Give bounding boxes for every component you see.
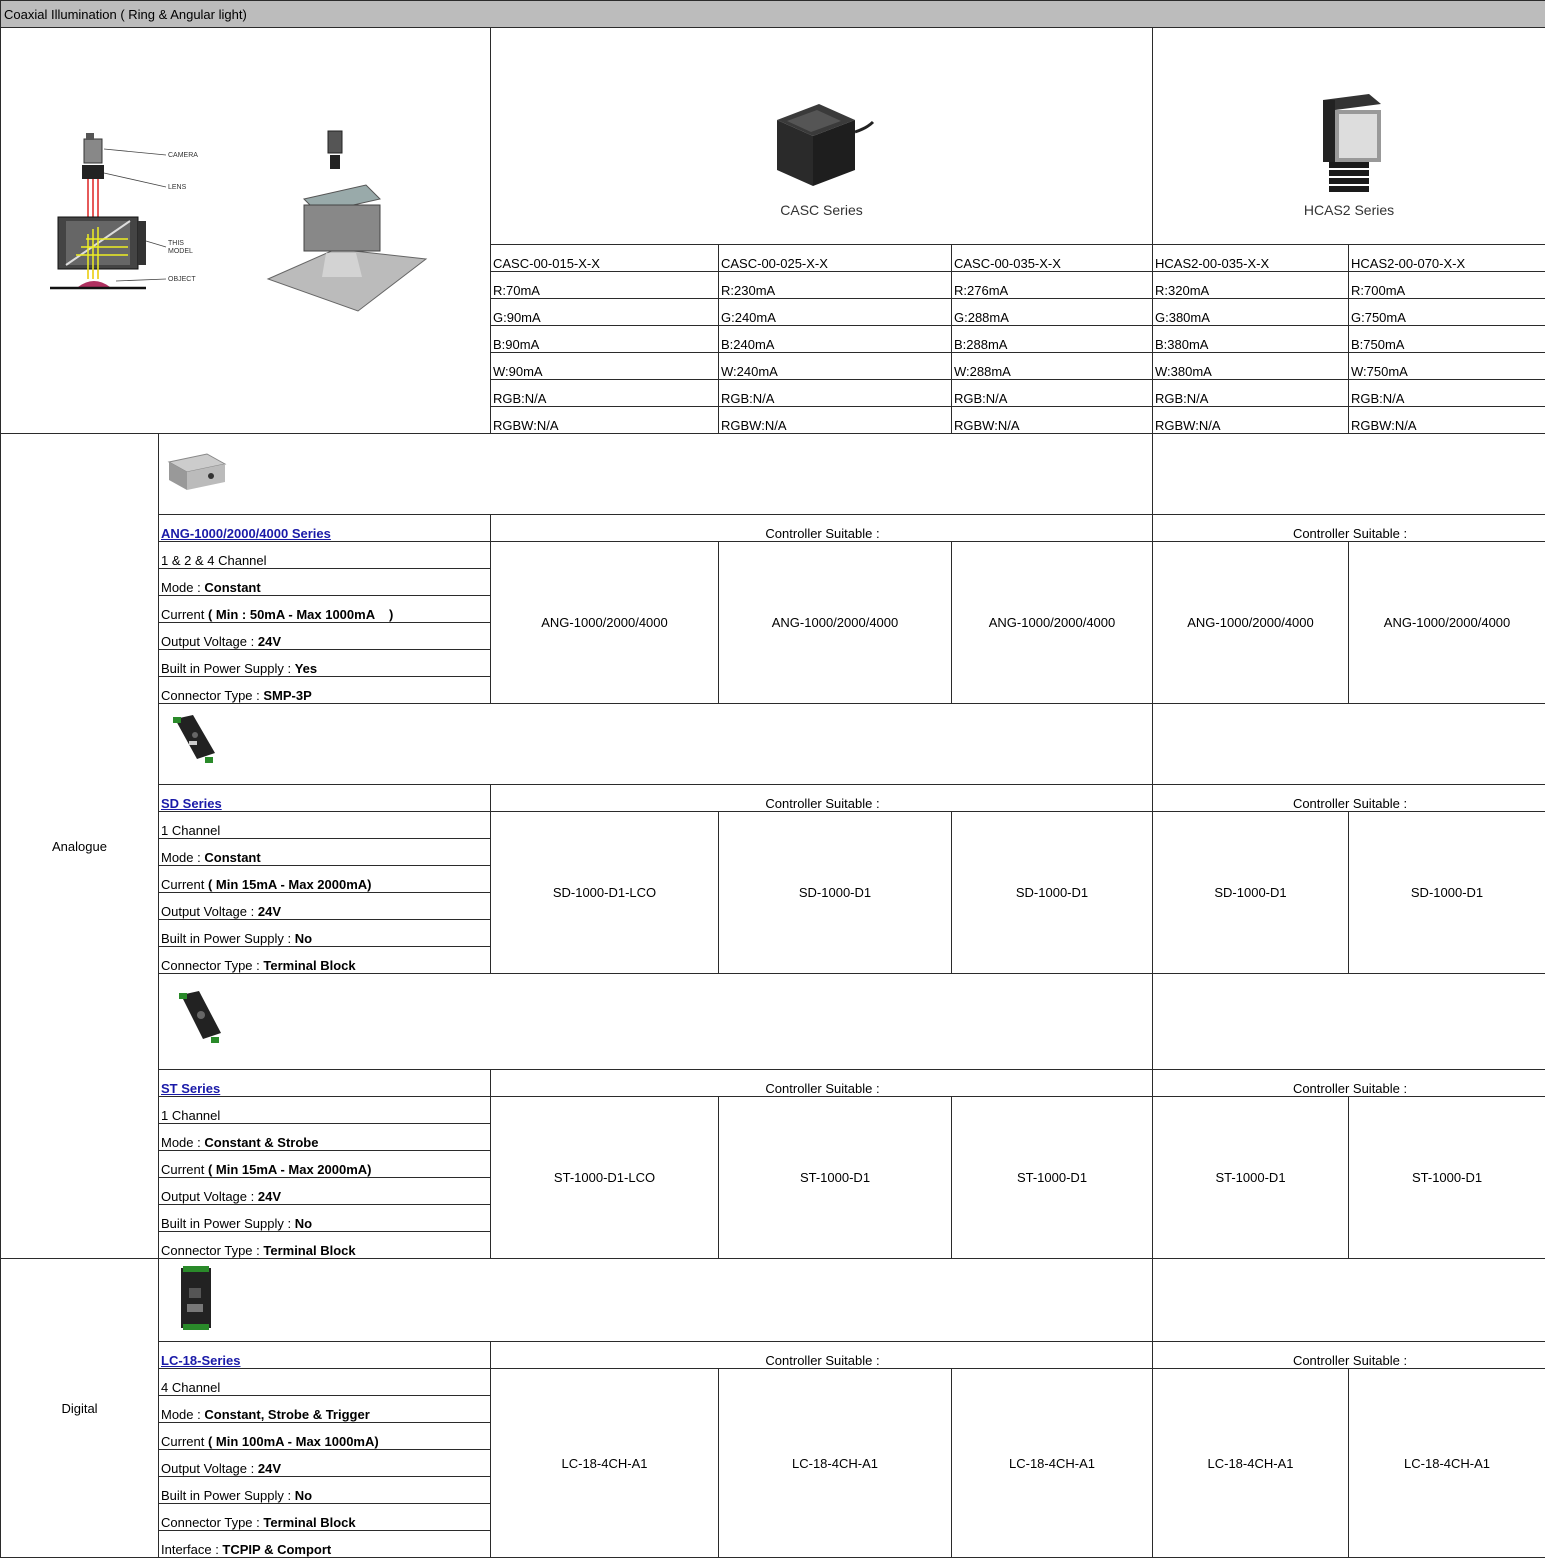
current-cell: B:750mA [1349, 326, 1545, 353]
spec-voltage: Output Voltage : 24V [159, 1178, 491, 1205]
diagram-label-model: MODEL [167, 248, 193, 255]
spec-interface: Interface : TCPIP & Comport [159, 1531, 491, 1558]
suitable-controller: ANG-1000/2000/4000 [491, 542, 719, 704]
current-cell: B:240mA [719, 326, 952, 353]
spec-current: Current ( Min : 50mA - Max 1000mA ) [159, 596, 491, 623]
current-cell: R:320mA [1153, 272, 1349, 299]
ang-controller-image [161, 448, 231, 498]
spec-voltage: Output Voltage : 24V [159, 893, 491, 920]
hcas2-series-name: HCAS2 Series [1303, 202, 1395, 218]
controller-image-spacer [1153, 1259, 1545, 1342]
lc18-controller-image [161, 1264, 231, 1334]
spec-voltage: Output Voltage : 24V [159, 623, 491, 650]
suitable-controller: ST-1000-D1 [1349, 1097, 1545, 1259]
controller-series-name[interactable]: ST Series [161, 1081, 221, 1096]
model-name: CASC-00-035-X-X [952, 245, 1153, 272]
current-cell: RGBW:N/A [1349, 407, 1545, 434]
suitable-controller: ANG-1000/2000/4000 [1349, 542, 1545, 704]
spec-power-supply: Built in Power Supply : Yes [159, 650, 491, 677]
current-cell: B:90mA [491, 326, 719, 353]
controller-image-spacer [1153, 434, 1545, 515]
suitable-controller: ANG-1000/2000/4000 [952, 542, 1153, 704]
suitable-controller: LC-18-4CH-A1 [719, 1369, 952, 1558]
suitable-controller: SD-1000-D1 [719, 812, 952, 974]
current-cell: RGB:N/A [1153, 380, 1349, 407]
suitable-controller: LC-18-4CH-A1 [952, 1369, 1153, 1558]
spec-current: Current ( Min 15mA - Max 2000mA) [159, 866, 491, 893]
current-cell: W:240mA [719, 353, 952, 380]
controller-suitable-label: Controller Suitable : [491, 515, 1153, 542]
hcas2-product-image [1309, 86, 1389, 196]
current-cell: RGBW:N/A [1153, 407, 1349, 434]
current-cell: G:90mA [491, 299, 719, 326]
casc-series-cell [491, 28, 1153, 245]
controller-suitable-label: Controller Suitable : [1153, 785, 1545, 812]
group-label-digital: Digital [1, 1259, 159, 1558]
controller-series-link-lc18[interactable] [159, 1342, 491, 1369]
current-cell: RGBW:N/A [491, 407, 719, 434]
spec-connector: Connector Type : Terminal Block [159, 1504, 491, 1531]
controller-series-name[interactable]: ANG-1000/2000/4000 Series [161, 526, 331, 541]
suitable-controller: ST-1000-D1 [952, 1097, 1153, 1259]
current-cell: R:230mA [719, 272, 952, 299]
suitable-controller: LC-18-4CH-A1 [1153, 1369, 1349, 1558]
spec-channel: 4 Channel [159, 1369, 491, 1396]
spec-current: Current ( Min 100mA - Max 1000mA) [159, 1423, 491, 1450]
controller-image-spacer [1153, 974, 1545, 1070]
diagram-label-this: THIS [167, 240, 184, 247]
current-cell: W:750mA [1349, 353, 1545, 380]
group-label-analogue: Analogue [1, 434, 159, 1259]
spec-voltage: Output Voltage : 24V [159, 1450, 491, 1477]
model-name: HCAS2-00-035-X-X [1153, 245, 1349, 272]
controller-suitable-label: Controller Suitable : [491, 1342, 1153, 1369]
current-cell: R:276mA [952, 272, 1153, 299]
diagram-label-camera: CAMERA [167, 152, 198, 159]
casc-series-name: CASC Series [780, 202, 863, 218]
page-title: Coaxial Illumination ( Ring & Angular light) [1, 1, 1545, 28]
spec-channel: 1 Channel [159, 1097, 491, 1124]
controller-series-link-st[interactable] [159, 1070, 491, 1097]
spec-mode: Mode : Constant & Strobe [159, 1124, 491, 1151]
coaxial-diagram-illustration [36, 129, 456, 329]
current-cell: RGB:N/A [1349, 380, 1545, 407]
controller-suitable-label: Controller Suitable : [491, 1070, 1153, 1097]
model-name: CASC-00-015-X-X [491, 245, 719, 272]
controller-suitable-label: Controller Suitable : [1153, 1342, 1545, 1369]
controller-suitable-label: Controller Suitable : [491, 785, 1153, 812]
suitable-controller: ST-1000-D1 [719, 1097, 952, 1259]
spec-mode: Mode : Constant [159, 569, 491, 596]
spec-power-supply: Built in Power Supply : No [159, 1477, 491, 1504]
suitable-controller: ST-1000-D1-LCO [491, 1097, 719, 1259]
current-cell: W:90mA [491, 353, 719, 380]
suitable-controller: SD-1000-D1 [952, 812, 1153, 974]
current-cell: RGB:N/A [491, 380, 719, 407]
current-cell: RGB:N/A [719, 380, 952, 407]
model-name: CASC-00-025-X-X [719, 245, 952, 272]
spec-connector: Connector Type : Terminal Block [159, 1232, 491, 1259]
suitable-controller: SD-1000-D1 [1153, 812, 1349, 974]
diagram-label-object: OBJECT [167, 276, 196, 283]
current-cell: B:288mA [952, 326, 1153, 353]
spec-mode: Mode : Constant, Strobe & Trigger [159, 1396, 491, 1423]
current-cell: G:288mA [952, 299, 1153, 326]
spec-power-supply: Built in Power Supply : No [159, 1205, 491, 1232]
spec-channel: 1 & 2 & 4 Channel [159, 542, 491, 569]
suitable-controller: LC-18-4CH-A1 [1349, 1369, 1545, 1558]
controller-image-cell [159, 704, 1153, 785]
controller-series-link-sd[interactable] [159, 785, 491, 812]
sd-controller-image [161, 713, 231, 773]
spec-connector: Connector Type : Terminal Block [159, 947, 491, 974]
suitable-controller: ST-1000-D1 [1153, 1097, 1349, 1259]
controller-image-spacer [1153, 704, 1545, 785]
current-cell: G:240mA [719, 299, 952, 326]
current-cell: RGBW:N/A [952, 407, 1153, 434]
current-cell: RGBW:N/A [719, 407, 952, 434]
suitable-controller: SD-1000-D1 [1349, 812, 1545, 974]
suitable-controller: ANG-1000/2000/4000 [719, 542, 952, 704]
current-cell: R:70mA [491, 272, 719, 299]
controller-suitable-label: Controller Suitable : [1153, 515, 1545, 542]
model-name: HCAS2-00-070-X-X [1349, 245, 1545, 272]
suitable-controller: ANG-1000/2000/4000 [1153, 542, 1349, 704]
controller-image-cell [159, 1259, 1153, 1342]
current-cell: RGB:N/A [952, 380, 1153, 407]
st-controller-image [161, 985, 231, 1055]
controller-series-name[interactable]: LC-18-Series [161, 1353, 241, 1368]
suitable-controller: SD-1000-D1-LCO [491, 812, 719, 974]
coaxial-diagram [1, 28, 491, 434]
spec-connector: Connector Type : SMP-3P [159, 677, 491, 704]
controller-image-cell [159, 434, 1153, 515]
current-cell: G:750mA [1349, 299, 1545, 326]
current-cell: R:700mA [1349, 272, 1545, 299]
current-cell: B:380mA [1153, 326, 1349, 353]
current-cell: G:380mA [1153, 299, 1349, 326]
spec-current: Current ( Min 15mA - Max 2000mA) [159, 1151, 491, 1178]
spec-mode: Mode : Constant [159, 839, 491, 866]
controller-series-link-ang[interactable] [159, 515, 491, 542]
controller-suitable-label: Controller Suitable : [1153, 1070, 1545, 1097]
diagram-label-lens: LENS [167, 184, 186, 191]
controller-image-cell [159, 974, 1153, 1070]
suitable-controller: LC-18-4CH-A1 [491, 1369, 719, 1558]
current-cell: W:380mA [1153, 353, 1349, 380]
spec-power-supply: Built in Power Supply : No [159, 920, 491, 947]
hcas2-series-cell [1153, 28, 1545, 245]
controller-series-name[interactable]: SD Series [161, 796, 222, 811]
casc-product-image [767, 92, 877, 192]
current-cell: W:288mA [952, 353, 1153, 380]
spec-channel: 1 Channel [159, 812, 491, 839]
